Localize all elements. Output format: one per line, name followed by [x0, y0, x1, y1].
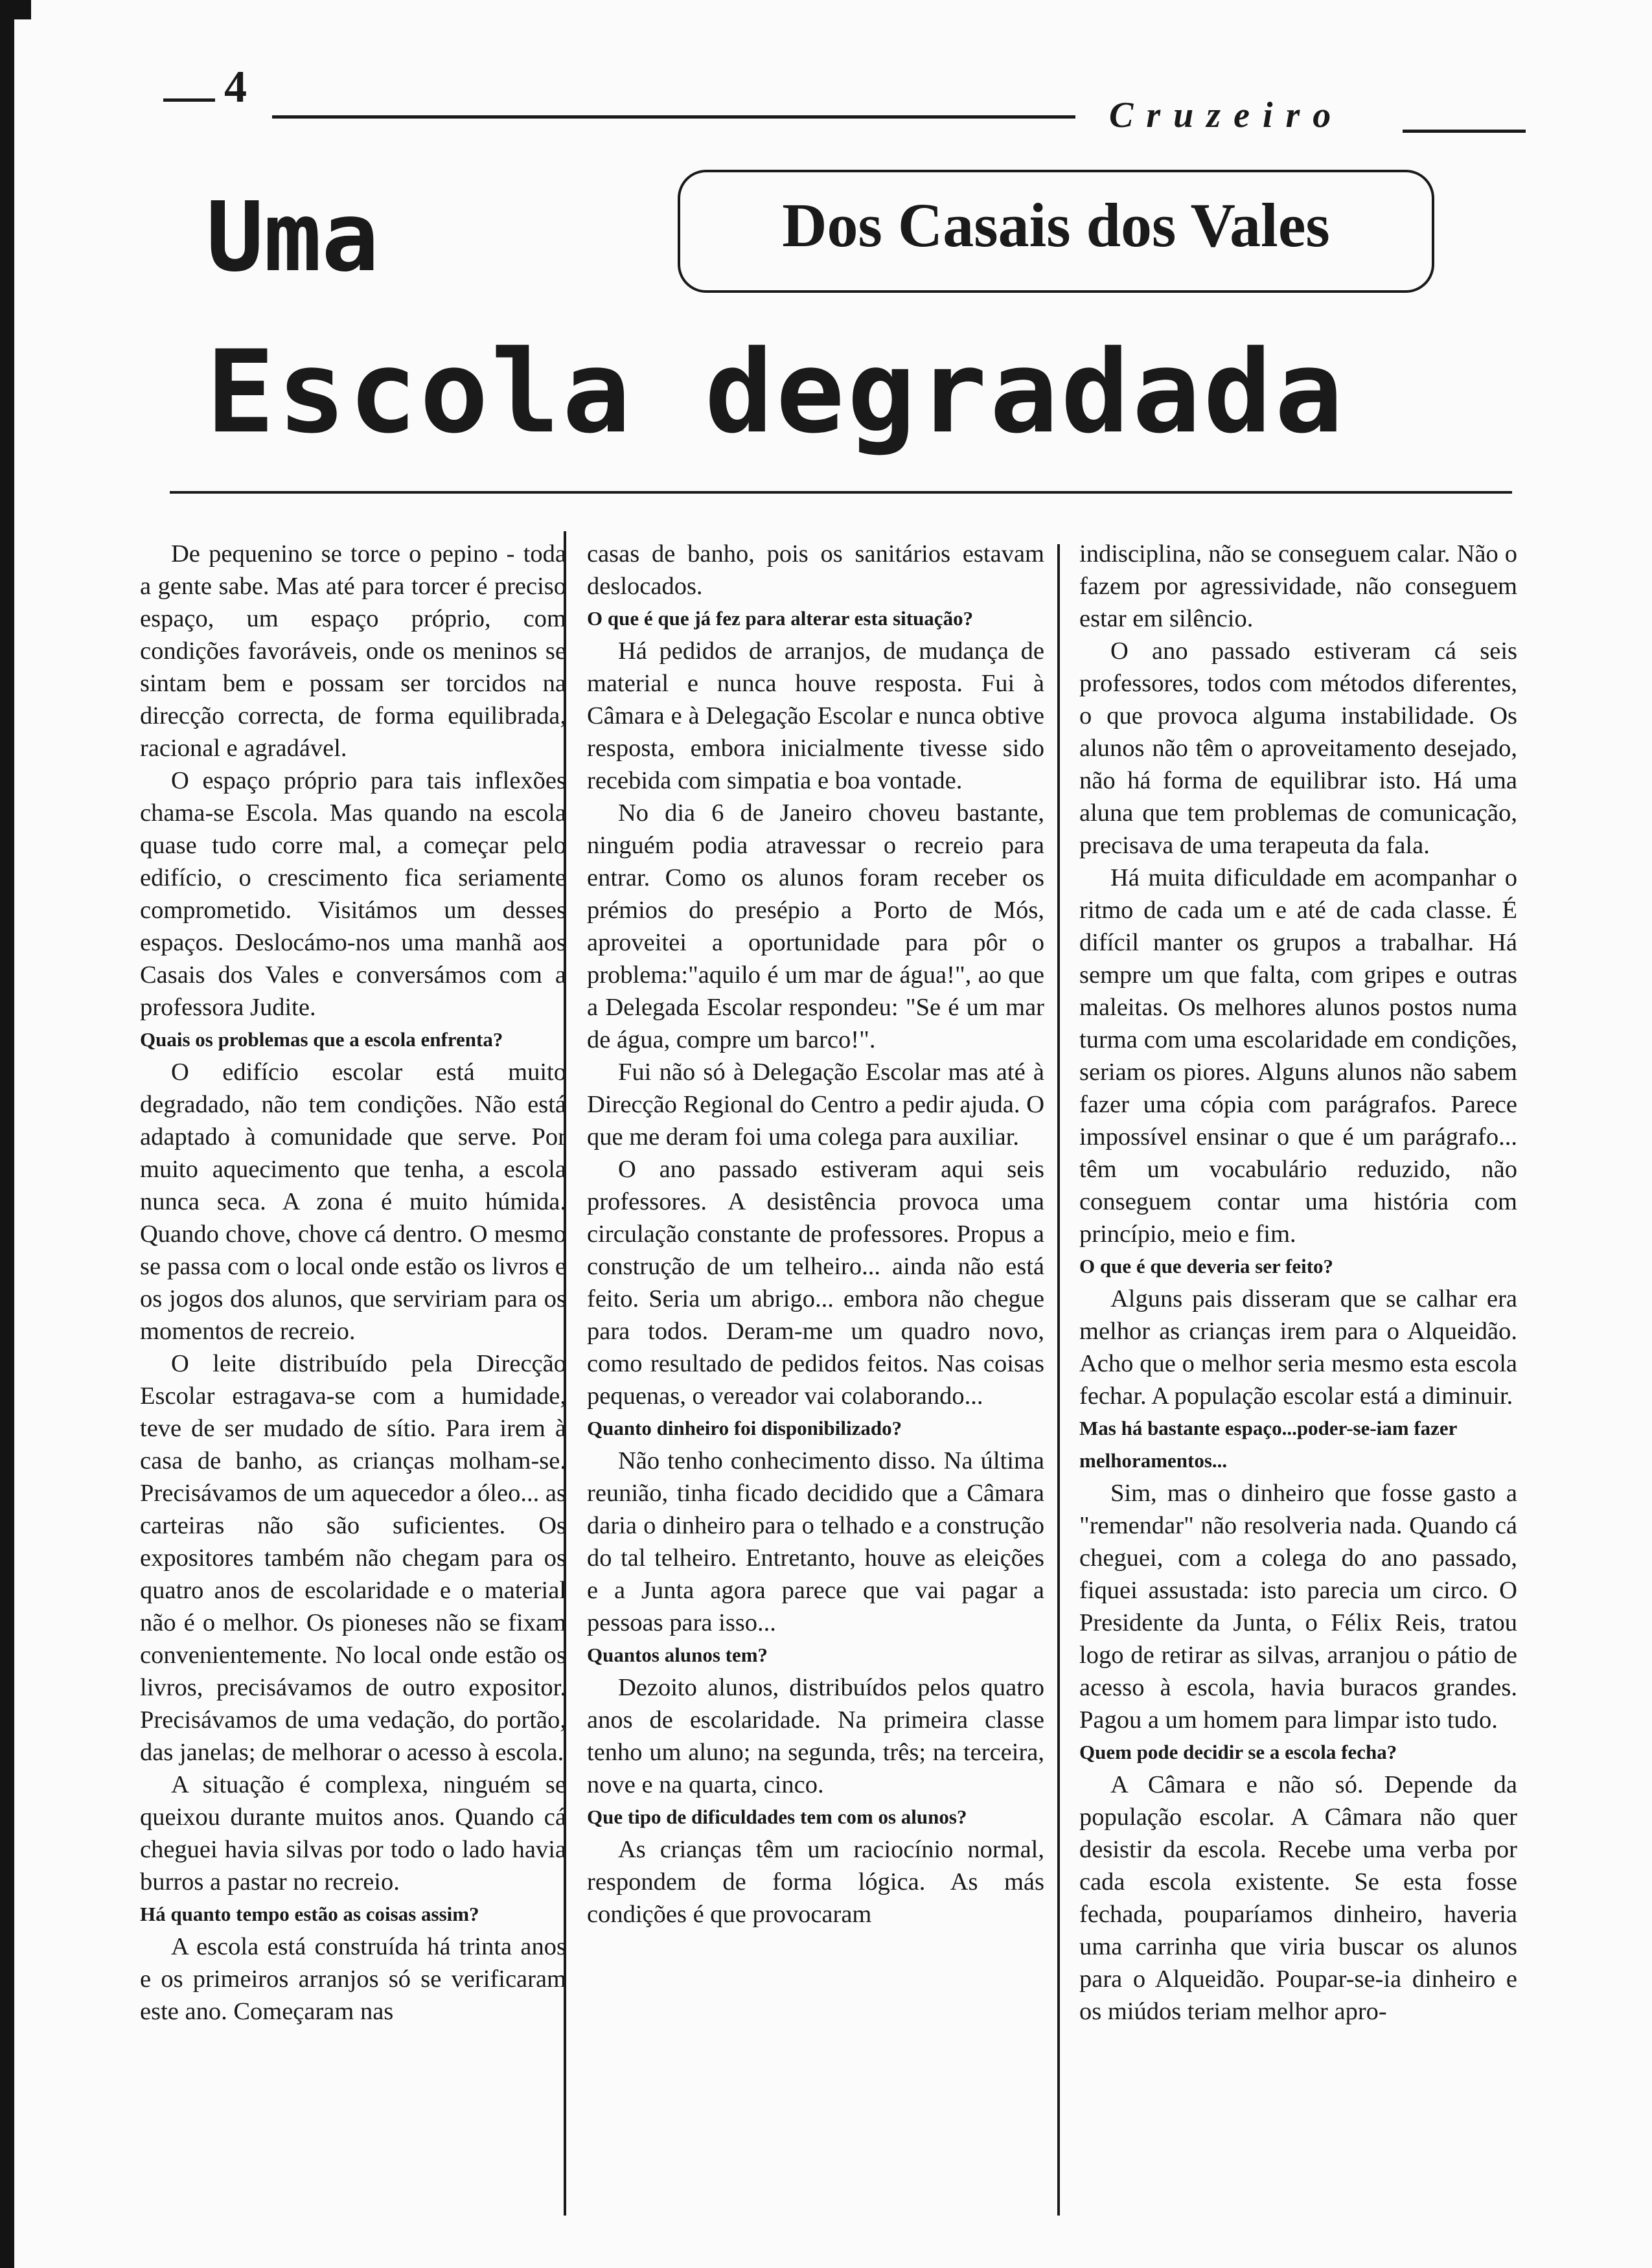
- paragraph: Não tenho conhecimento disso. Na última reunião, tinha ficado decidido que a Câmara daria o dinheiro para o telhado e a construção do tal telheiro. Entretanto, houve as eleições e a Junta agora parece que vai pagar a pessoas para isso...: [587, 1447, 1044, 1636]
- paragraph: No dia 6 de Janeiro choveu bastante, ninguém podia atravessar o recreio para entrar. Como os alunos foram receber os prémios do presépio a Porto de Mós, aproveitei a oportunidade para pôr o problema:"aquilo é um mar de água!", ao que a Delegada Escolar respondeu: "Se é um mar de água, compre um barco!".: [587, 799, 1044, 1053]
- headline-line-2: Escola degradada: [206, 326, 1346, 459]
- paragraph: Fui não só à Delegação Escolar mas até à Direcção Regional do Centro a pedir ajuda. O que me deram foi uma colega para auxiliar.: [587, 1059, 1044, 1151]
- paragraph: Há pedidos de arranjos, de mudança de material e nunca houve resposta. Fui à Câmara e à Delegação Escolar e nunca obtive resposta, embora inicialmente tivesse sido recebida com simpatia e boa vontade.: [587, 637, 1044, 794]
- paragraph: As crianças têm um raciocínio normal, respondem de forma lógica. As más condições é que provocaram: [587, 1836, 1044, 1928]
- interview-question: Quem pode decidir se a escola fecha?: [1079, 1741, 1397, 1763]
- headline-line-1: Uma: [206, 181, 380, 293]
- paragraph: O leite distribuído pela Direcção Escolar estragava-se com a humidade, teve de ser mudado de sítio. Para irem à casa de banho, as crianças molham-se. Precisávamos de um aquecedor a óleo... as carteiras não são suficientes. Os expositores também não chegam para os quatro anos de escolaridade e o material não é o melhor. Os pioneses não se fixam convenientemente. No local onde estão os livros, precisávamos de outro expositor. Precisávamos de uma vedação, do portão, das janelas; de melhorar o acesso à escola.: [140, 1350, 566, 1766]
- kicker-title: Dos Casais dos Vales: [782, 190, 1330, 260]
- article-column-1: [140, 538, 566, 2028]
- header-rule-right: [1403, 130, 1526, 133]
- paragraph: A escola está construída há trinta anos e os primeiros arranjos só se verificaram este ano. Começaram nas: [140, 1933, 566, 2025]
- paragraph: casas de banho, pois os sanitários estavam deslocados.: [587, 540, 1044, 600]
- publication-name: Cruzeiro: [1109, 95, 1344, 135]
- paragraph: O espaço próprio para tais inflexões chama-se Escola. Mas quando na escola quase tudo corre mal, a começar pelo edifício, o crescimento fica seriamente comprometido. Visitámos um desses espaços. Deslocámo-nos uma manhã aos Casais dos Vales e conversámos com a professora Judite.: [140, 767, 566, 1021]
- paragraph: Há muita dificuldade em acompanhar o ritmo de cada um e até de cada classe. É difícil manter os grupos a trabalhar. Há sempre um que falta, com gripes e outras maleitas. Os melhores alunos postos numa turma com uma escolaridade em condições, seriam os piores. Alguns alunos não sabem fazer uma cópia com parágrafos. Parece impossível ensinar o que é um parágrafo... têm um vocabulário reduzido, não conseguem contar uma história com princípio, meio e fim.: [1079, 864, 1517, 1248]
- interview-question: Quais os problemas que a escola enfrenta?: [140, 1028, 503, 1051]
- paragraph: A situação é complexa, ninguém se queixou durante muitos anos. Quando cá cheguei havia silvas por todo o lado havia burros a pastar no recreio.: [140, 1771, 566, 1896]
- paragraph: A Câmara e não só. Depende da população escolar. A Câmara não quer desistir da escola. Recebe uma verba por cada escola existente. Se esta fosse fechada, pouparíamos dinheiro, haveria uma carrinha que viria buscar os alunos para o Alqueidão. Poupar-se-ia dinheiro e os miúdos teriam melhor apro-: [1079, 1771, 1517, 2025]
- paragraph: De pequenino se torce o pepino - toda a gente sabe. Mas até para torcer é preciso espaço, um espaço próprio, com condições favoráveis, onde os meninos se sintam bem e possam ser torcidos na direcção correcta, de forma equilibrada, racional e agradável.: [140, 540, 566, 762]
- scan-corner: [0, 0, 31, 19]
- paragraph: O edifício escolar está muito degradado, não tem condições. Não está adaptado à comunidade que serve. Por muito aquecimento que tenha, a escola nunca seca. A zona é muito húmida. Quando chove, chove cá dentro. O mesmo se passa com o local onde estão os livros e os jogos dos alunos, que serviriam para os momentos de recreio.: [140, 1059, 566, 1345]
- scan-edge: [0, 0, 14, 2268]
- paragraph: O ano passado estiveram cá seis professores, todos com métodos diferentes, o que provoca alguma instabilidade. Os alunos não têm o aproveitamento desejado, não há forma de equilibrar isto. Há uma aluna que tem problemas de comunicação, precisava de uma terapeuta da fala.: [1079, 637, 1517, 859]
- paragraph: Sim, mas o dinheiro que fosse gasto a "remendar" não resolveria nada. Quando cá cheguei, com a colega do ano passado, fiquei assustada: isto parecia um circo. O Presidente da Junta, o Félix Reis, tratou logo de retirar as silvas, arranjou o pátio de acesso à escola, havia buracos grandes. Pagou a um homem para limpar isto tudo.: [1079, 1480, 1517, 1734]
- paragraph: Alguns pais disseram que se calhar era melhor as crianças irem para o Alqueidão. Acho que o melhor seria mesmo esta escola fechar. A população escolar está a diminuir.: [1079, 1285, 1517, 1410]
- column-separator: [1057, 544, 1060, 2216]
- page-number: 4: [224, 62, 247, 112]
- header-rule: [272, 115, 1075, 119]
- article-column-3: [1079, 538, 1517, 2028]
- interview-question: O que é que já fez para alterar esta situação?: [587, 607, 974, 630]
- interview-question: Mas há bastante espaço...poder-se-iam fazer melhoramentos...: [1079, 1417, 1457, 1472]
- interview-question: Há quanto tempo estão as coisas assim?: [140, 1903, 479, 1925]
- header-dash: [163, 98, 215, 102]
- paragraph: Dezoito alunos, distribuídos pelos quatro anos de escolaridade. Na primeira classe tenho um aluno; na segunda, três; na terceira, nove e na quarta, cinco.: [587, 1674, 1044, 1798]
- article-column-2: [587, 538, 1044, 1930]
- interview-question: O que é que deveria ser feito?: [1079, 1255, 1334, 1277]
- paragraph: O ano passado estiveram aqui seis professores. A desistência provoca uma circulação constante de professores. Propus a construção de um telheiro... ainda não está feito. Seria um abrigo... embora não chegue para todos. Deram-me um quadro novo, como resultado de pedidos feitos. Nas coisas pequenas, o vereador vai colaborando...: [587, 1156, 1044, 1410]
- paragraph: indisciplina, não se conseguem calar. Não o fazem por agressividade, não conseguem estar em silêncio.: [1079, 540, 1517, 632]
- interview-question: Quantos alunos tem?: [587, 1644, 768, 1666]
- headline-rule: [170, 491, 1512, 494]
- interview-question: Quanto dinheiro foi disponibilizado?: [587, 1417, 902, 1439]
- interview-question: Que tipo de dificuldades tem com os alunos?: [587, 1805, 967, 1828]
